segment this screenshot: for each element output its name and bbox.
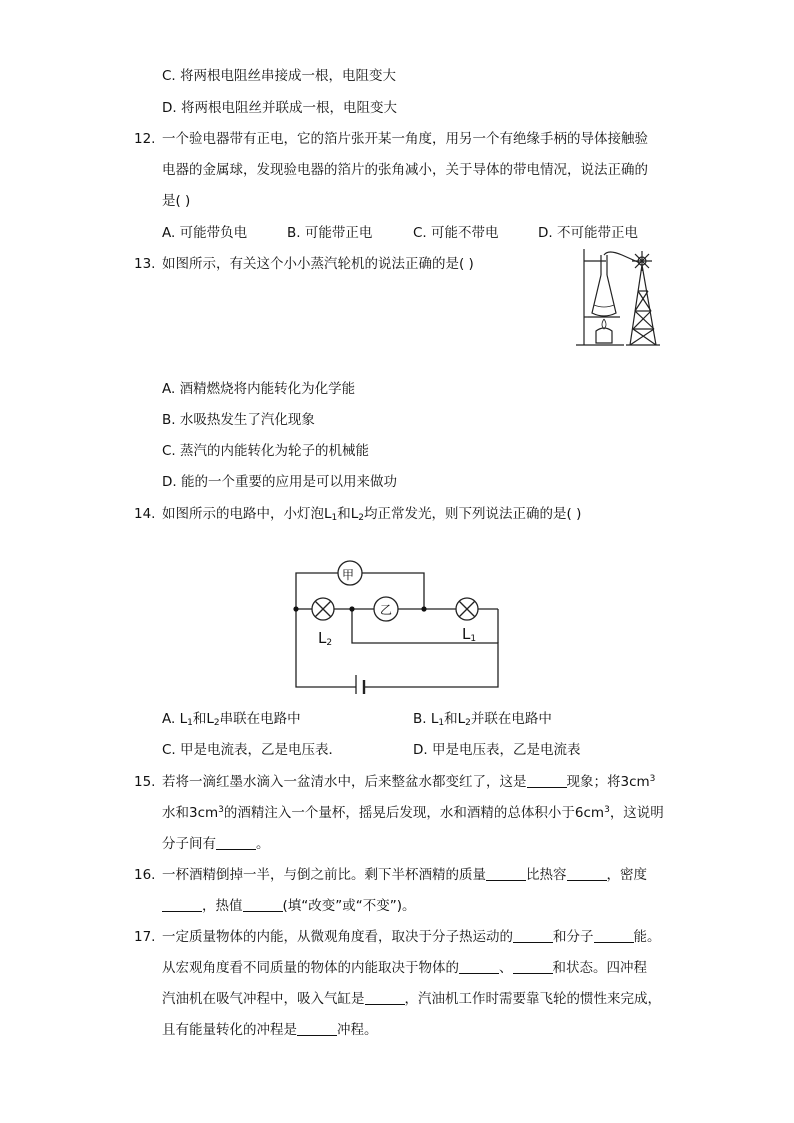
q15-line3: 分子间有 。 bbox=[162, 836, 270, 852]
q16-number: 16. bbox=[134, 867, 156, 883]
q13-option-b: B. 水吸热发生了汽化现象 bbox=[162, 412, 315, 428]
meter-yi-label: 乙 bbox=[380, 603, 393, 617]
q12-option-c: C. 可能不带电 bbox=[413, 225, 499, 241]
answer-blank bbox=[527, 773, 567, 788]
q17-line3: 汽油机在吸气冲程中，吸入气缸是 ，汽油机工作时需要靠飞轮的惯性来完成， bbox=[162, 991, 661, 1007]
q12-option-a: A. 可能带负电 bbox=[162, 225, 248, 241]
q17-line4: 且有能量转化的冲程是 冲程。 bbox=[162, 1022, 378, 1038]
q15-line1: 若将一滴红墨水滴入一盆清水中，后来整盆水都变红了，这是 现象；将$3cm^3$ bbox=[162, 774, 656, 790]
q12-option-b: B. 可能带正电 bbox=[287, 225, 373, 241]
q17-number: 17. bbox=[134, 929, 156, 945]
lamp-l1-label: $L_1$ bbox=[462, 625, 477, 644]
q11-option-d: D. 将两根电阻丝并联成一根，电阻变大 bbox=[162, 100, 397, 116]
steam-turbine-figure bbox=[572, 245, 664, 351]
q14-option-d: D. 甲是电压表，乙是电流表 bbox=[413, 742, 581, 758]
q17-line2: 从宏观角度看不同质量的物体的内能取决于物体的 、 和状态。四冲程 bbox=[162, 960, 647, 976]
answer-blank bbox=[594, 928, 634, 943]
q13-option-a: A. 酒精燃烧将内能转化为化学能 bbox=[162, 381, 356, 397]
q11-option-c: C. 将两根电阻丝串接成一根，电阻变大 bbox=[162, 68, 397, 84]
answer-blank bbox=[297, 1021, 337, 1036]
q12-stem-line2: 电器的金属球，发现验电器的箔片的张角减小，关于导体的带电情况，说法正确的 bbox=[162, 162, 648, 178]
answer-blank bbox=[162, 897, 202, 912]
answer-blank bbox=[567, 866, 607, 881]
q14-option-b: B. $L_1$和$L_2$并联在电路中 bbox=[413, 711, 552, 728]
q13-number: 13. bbox=[134, 256, 156, 272]
q12-stem-line1: 一个验电器带有正电，它的箔片张开某一角度，用另一个有绝缘手柄的导体接触验 bbox=[162, 131, 648, 147]
meter-jia-label: 甲 bbox=[342, 568, 355, 582]
q12-number: 12. bbox=[134, 131, 156, 147]
q12-option-d: D. 不可能带正电 bbox=[538, 225, 638, 241]
q16-line1: 一杯酒精倒掉一半，与倒之前比。剩下半杯酒精的质量 比热容 ，密度 bbox=[162, 867, 647, 883]
answer-blank bbox=[243, 897, 283, 912]
q17-line1: 一定质量物体的内能，从微观角度看，取决于分子热运动的 和分子 能。 bbox=[162, 929, 661, 945]
q13-stem: 如图所示，有关这个小小蒸汽轮机的说法正确的是( ) bbox=[162, 256, 474, 272]
answer-blank bbox=[486, 866, 526, 881]
q14-stem: 如图所示的电路中，小灯泡$L_1$和$L_2$均正常发光，则下列说法正确的是( ) bbox=[162, 506, 582, 523]
q14-number: 14. bbox=[134, 506, 156, 522]
answer-blank bbox=[365, 990, 405, 1005]
q15-number: 15. bbox=[134, 774, 156, 790]
q16-line2: ，热值 (填“改变”或“不变”)。 bbox=[162, 896, 416, 916]
q14-option-c: C. 甲是电流表，乙是电压表． bbox=[162, 742, 343, 758]
q14-option-a: A. $L_1$和$L_2$串联在电路中 bbox=[162, 711, 301, 728]
q12-stem-line3: 是( ) bbox=[162, 193, 191, 209]
q15-line2: 水和$3cm^3$的酒精注入一个量杯，摇晃后发现，水和酒精的总体积小于$6cm^3$，这说明 bbox=[162, 805, 664, 821]
answer-blank bbox=[513, 928, 553, 943]
answer-blank bbox=[459, 959, 499, 974]
q13-option-d: D. 能的一个重要的应用是可以用来做功 bbox=[162, 474, 397, 490]
answer-blank bbox=[513, 959, 553, 974]
lamp-l2-label: $L_2$ bbox=[318, 629, 333, 648]
q13-option-c: C. 蒸汽的内能转化为轮子的机械能 bbox=[162, 443, 370, 459]
answer-blank bbox=[216, 835, 256, 850]
